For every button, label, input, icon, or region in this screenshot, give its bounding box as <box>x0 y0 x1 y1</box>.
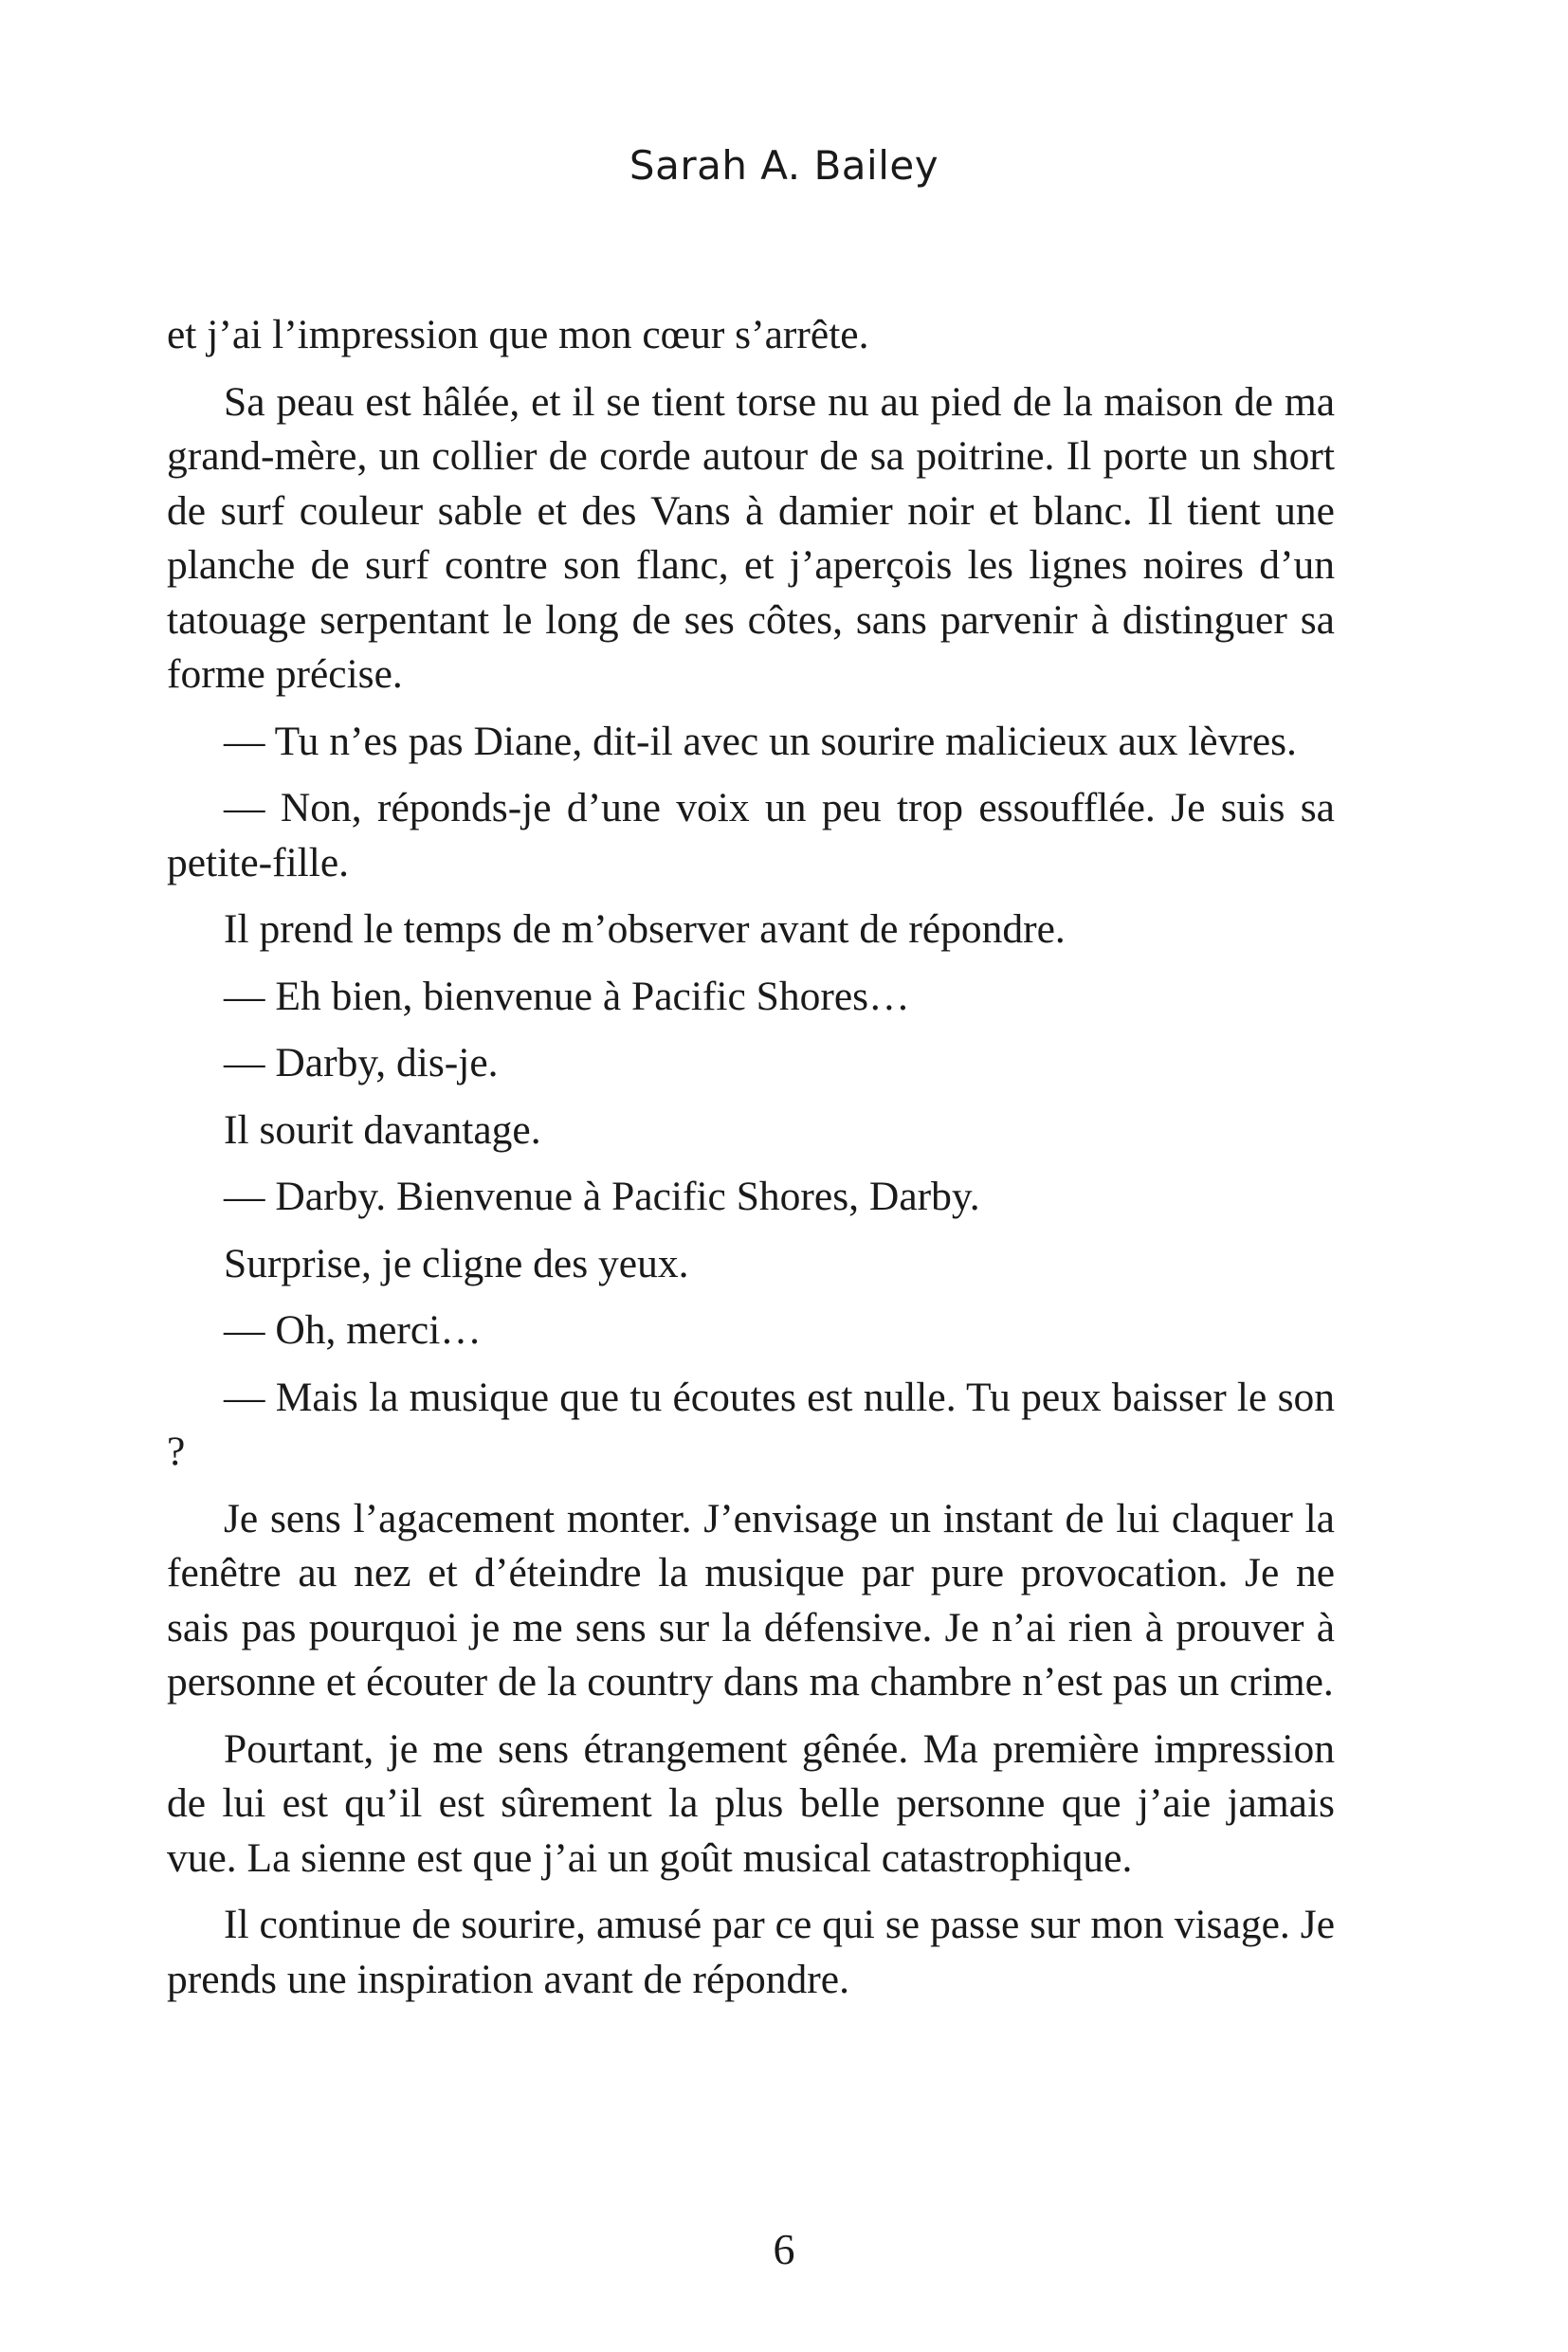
paragraph: Il sourit davantage. <box>224 1106 541 1153</box>
dialogue-line: — Eh bien, bienvenue à Pacific Shores… <box>224 973 910 1019</box>
paragraph: Sa peau est hâlée, et il se tient torse nu au pied de la maison de ma grand-mère, un collier de corde autour de sa poitrine. Il porte un short de surf couleur sable et des Vans à damier noir et blanc. Il tient une planche de surf contre son flanc, et j’aperçois les lignes noires d’un tatouage serpentant le long de ses côtes, sans parvenir à distinguer sa forme précise. <box>167 378 1335 697</box>
page-number: 6 <box>773 2225 795 2273</box>
paragraph: Il prend le temps de m’observer avant de répondre. <box>224 906 1066 952</box>
dialogue-line: — Darby. Bienvenue à Pacific Shores, Darby. <box>224 1174 980 1219</box>
paragraph: Il continue de sourire, amusé par ce qui se passe sur mon visage. Je prends une inspiration avant de répondre. <box>167 1902 1335 2002</box>
paragraph: et j’ai l’impression que mon cœur s’arrête. <box>167 312 869 357</box>
body-text <box>167 308 1335 2019</box>
dialogue-line: — Darby, dis-je. <box>224 1040 499 1085</box>
dialogue-line: — Non, réponds-je d’une voix un peu trop essoufflée. Je suis sa petite-fille. <box>167 785 1335 885</box>
dialogue-line: — Mais la musique que tu écoutes est nulle. Tu peux baisser le son ? <box>167 1374 1335 1474</box>
running-header-author: Sarah A. Bailey <box>629 142 939 189</box>
dialogue-line: — Oh, merci… <box>224 1307 482 1353</box>
paragraph: Je sens l’agacement monter. J’envisage un instant de lui claquer la fenêtre au nez et d’éteindre la musique par pure provocation. Je ne sais pas pourquoi je me sens sur la défensive. Je n’ai rien à prouver à personne et écouter de la country dans ma chambre n’est pas un crime. <box>167 1495 1335 1705</box>
paragraph: Surprise, je cligne des yeux. <box>224 1240 689 1286</box>
dialogue-line: — Tu n’es pas Diane, dit-il avec un sourire malicieux aux lèvres. <box>224 718 1297 764</box>
paragraph: Pourtant, je me sens étrangement gênée. Ma première impression de lui est qu’il est sûrement la plus belle personne que j’aie jamais vue. La sienne est que j’ai un goût musical catastrophique. <box>167 1725 1335 1881</box>
